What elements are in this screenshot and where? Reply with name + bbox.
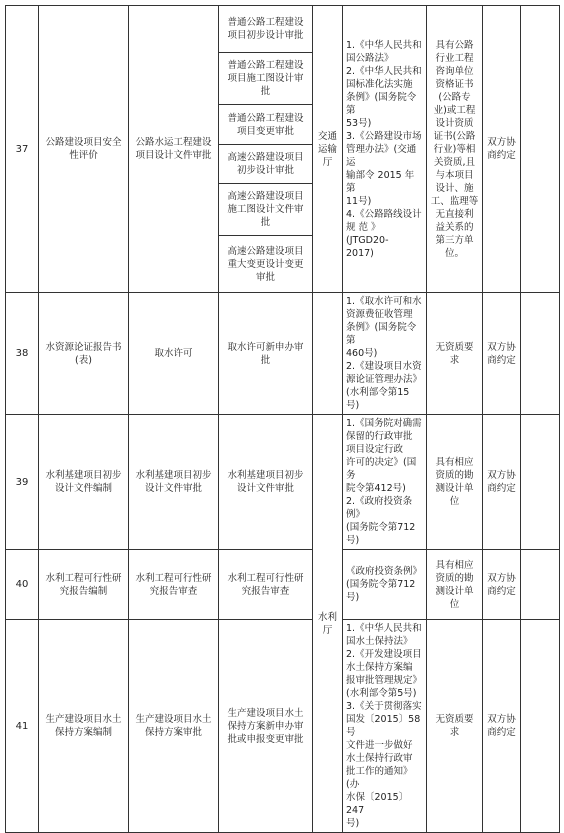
sub-item: 高速公路建设项目 施工图设计文件审 批 xyxy=(219,184,313,236)
qualification: 具有相应 资质的勘 测设计单 位 xyxy=(427,415,483,550)
sub-item: 普通公路工程建设 项目变更审批 xyxy=(219,105,313,145)
legal-basis: 1.《中华人民共和 国水土保持法》 2.《开发建设项目 水土保持方案编 报审批管理规定》 (水利部令第5号) 3.《关于贯彻落实 国发〔2015〕58号 文件进一步做好 水土保持行政审 批工作的通知》(办 水保〔2015〕247 号) xyxy=(343,620,427,833)
table-row xyxy=(6,620,560,833)
item-name: 水利工程可行性研 究报告编制 xyxy=(39,550,129,620)
service-items-table xyxy=(5,5,560,833)
fee-standard: 双方协 商约定 xyxy=(483,620,521,833)
qualification: 具有公路 行业工程 咨询单位 资格证书 (公路专 业)或工程 设计资质 证书(公路 行业)等相 关资质,且 与本项目 设计、施 工、监理等 无直接利 益关系的 第三方单 位。 xyxy=(427,6,483,293)
sub-item: 高速公路建设项目 初步设计审批 xyxy=(219,145,313,184)
row-number: 37 xyxy=(6,6,39,293)
remark-cell xyxy=(521,620,560,833)
sub-item: 水利工程可行性研 究报告审查 xyxy=(219,550,313,620)
item-name: 生产建设项目水土 保持方案编制 xyxy=(39,620,129,833)
remark-cell xyxy=(521,550,560,620)
sub-item: 生产建设项目水土 保持方案新申办审 批或申报变更审批 xyxy=(219,620,313,833)
department xyxy=(313,293,343,415)
table-row xyxy=(6,415,560,550)
service-name: 取水许可 xyxy=(129,293,219,415)
sub-item: 取水许可新申办审 批 xyxy=(219,293,313,415)
legal-basis: 1.《国务院对确需 保留的行政审批 项目设定行政 许可的决定》(国务 院令第412号) 2.《政府投资条例》 (国务院令第712 号) xyxy=(343,415,427,550)
legal-basis: 《政府投资条例》 (国务院令第712 号) xyxy=(343,550,427,620)
fee-standard: 双方协 商约定 xyxy=(483,550,521,620)
fee-standard: 双方协 商约定 xyxy=(483,293,521,415)
row-number: 38 xyxy=(6,293,39,415)
remark-cell xyxy=(521,6,560,293)
department: 水利 厅 xyxy=(313,415,343,833)
service-name: 公路水运工程建设 项目设计文件审批 xyxy=(129,6,219,293)
legal-basis: 1.《中华人民共和 国公路法》 2.《中华人民共和 国标准化法实施 条例》(国务院令第 53号) 3.《公路建设市场 管理办法》(交通运 输部令 2015 年第 11号) 4.《公路路线设计 规 范 》(JTGD20- 2017) xyxy=(343,6,427,293)
table-row xyxy=(6,550,560,620)
remark-cell xyxy=(521,293,560,415)
item-name: 水利基建项目初步 设计文件编制 xyxy=(39,415,129,550)
service-name: 水利基建项目初步 设计文件审批 xyxy=(129,415,219,550)
table-row xyxy=(6,6,560,53)
row-number: 39 xyxy=(6,415,39,550)
sub-item: 高速公路建设项目 重大变更设计变更 审批 xyxy=(219,236,313,293)
sub-item: 普通公路工程建设 项目施工图设计审 批 xyxy=(219,53,313,105)
row-number: 40 xyxy=(6,550,39,620)
item-name: 水资源论证报告书 (表) xyxy=(39,293,129,415)
sub-item: 普通公路工程建设 项目初步设计审批 xyxy=(219,6,313,53)
fee-standard: 双方协 商约定 xyxy=(483,6,521,293)
table-row xyxy=(6,293,560,415)
service-name: 水利工程可行性研 究报告审查 xyxy=(129,550,219,620)
legal-basis: 1.《取水许可和水 资源费征收管理 条例》(国务院令第 460号) 2.《建设项目水资 源论证管理办法》 (水利部令第15 号) xyxy=(343,293,427,415)
sub-item: 水利基建项目初步 设计文件审批 xyxy=(219,415,313,550)
remark-cell xyxy=(521,415,560,550)
qualification: 具有相应 资质的勘 测设计单 位 xyxy=(427,550,483,620)
item-name: 公路建设项目安全 性评价 xyxy=(39,6,129,293)
fee-standard: 双方协 商约定 xyxy=(483,415,521,550)
qualification: 无资质要 求 xyxy=(427,620,483,833)
row-number: 41 xyxy=(6,620,39,833)
service-name: 生产建设项目水土 保持方案审批 xyxy=(129,620,219,833)
department: 交通 运输 厅 xyxy=(313,6,343,293)
qualification: 无资质要 求 xyxy=(427,293,483,415)
